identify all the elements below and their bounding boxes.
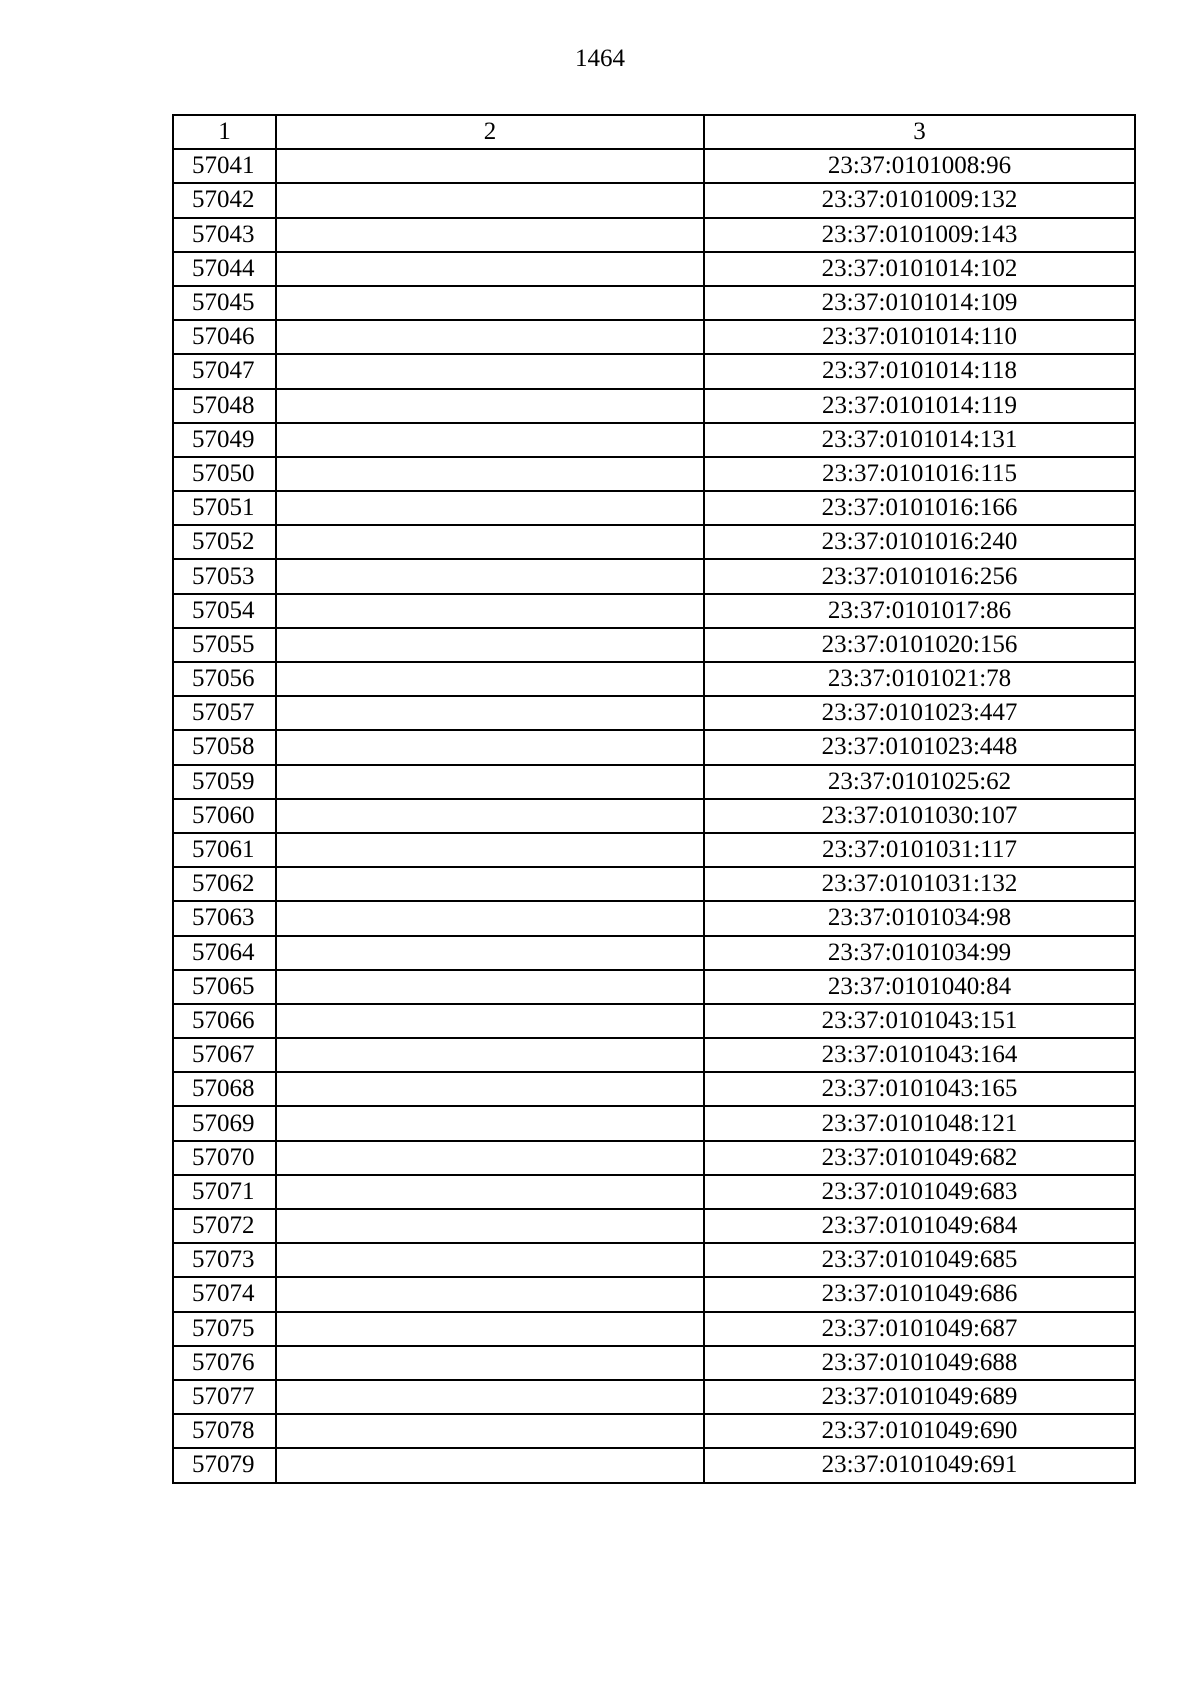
row-number-cell: 57077	[173, 1380, 276, 1414]
empty-cell	[276, 1141, 704, 1175]
row-number-cell: 57079	[173, 1448, 276, 1482]
table-row	[173, 1380, 1135, 1414]
empty-cell	[276, 218, 704, 252]
empty-cell	[276, 525, 704, 559]
cadastral-number-cell: 23:37:0101009:132	[704, 183, 1135, 217]
table-row	[173, 1312, 1135, 1346]
row-number-cell: 57060	[173, 799, 276, 833]
empty-cell	[276, 765, 704, 799]
cadastral-number-cell: 23:37:0101049:685	[704, 1243, 1135, 1277]
cadastral-number-cell: 23:37:0101043:165	[704, 1072, 1135, 1106]
empty-cell	[276, 1106, 704, 1140]
table-row	[173, 1243, 1135, 1277]
table-row	[173, 1072, 1135, 1106]
row-number-cell: 57057	[173, 696, 276, 730]
row-number-cell: 57068	[173, 1072, 276, 1106]
cadastral-number-cell: 23:37:0101048:121	[704, 1106, 1135, 1140]
row-number-cell: 57072	[173, 1209, 276, 1243]
cadastral-number-cell: 23:37:0101014:109	[704, 286, 1135, 320]
table-row	[173, 149, 1135, 183]
row-number-cell: 57076	[173, 1346, 276, 1380]
header-row	[173, 115, 1135, 149]
row-number-cell: 57059	[173, 765, 276, 799]
table-row	[173, 1346, 1135, 1380]
table-row	[173, 286, 1135, 320]
empty-cell	[276, 662, 704, 696]
cadastral-number-cell: 23:37:0101023:447	[704, 696, 1135, 730]
table-row	[173, 218, 1135, 252]
cadastral-number-cell: 23:37:0101049:691	[704, 1448, 1135, 1482]
row-number-cell: 57070	[173, 1141, 276, 1175]
table-row	[173, 183, 1135, 217]
table-row	[173, 799, 1135, 833]
row-number-cell: 57069	[173, 1106, 276, 1140]
table-row	[173, 867, 1135, 901]
cadastral-number-cell: 23:37:0101049:684	[704, 1209, 1135, 1243]
cadastral-number-cell: 23:37:0101014:102	[704, 252, 1135, 286]
cadastral-number-cell: 23:37:0101031:117	[704, 833, 1135, 867]
cadastral-number-cell: 23:37:0101008:96	[704, 149, 1135, 183]
empty-cell	[276, 1380, 704, 1414]
table-header	[173, 115, 1135, 149]
cadastral-number-cell: 23:37:0101049:682	[704, 1141, 1135, 1175]
table-row	[173, 628, 1135, 662]
empty-cell	[276, 457, 704, 491]
empty-cell	[276, 320, 704, 354]
empty-cell	[276, 423, 704, 457]
table-row	[173, 491, 1135, 525]
table-row	[173, 1106, 1135, 1140]
cadastral-number-cell: 23:37:0101040:84	[704, 970, 1135, 1004]
row-number-cell: 57063	[173, 901, 276, 935]
row-number-cell: 57061	[173, 833, 276, 867]
table-row	[173, 833, 1135, 867]
cadastral-number-cell: 23:37:0101049:689	[704, 1380, 1135, 1414]
empty-cell	[276, 286, 704, 320]
table-row	[173, 696, 1135, 730]
cadastral-number-cell: 23:37:0101031:132	[704, 867, 1135, 901]
table-row	[173, 457, 1135, 491]
row-number-cell: 57064	[173, 936, 276, 970]
empty-cell	[276, 594, 704, 628]
empty-cell	[276, 1312, 704, 1346]
row-number-cell: 57048	[173, 389, 276, 423]
row-number-cell: 57043	[173, 218, 276, 252]
table-row	[173, 320, 1135, 354]
empty-cell	[276, 970, 704, 1004]
row-number-cell: 57065	[173, 970, 276, 1004]
empty-cell	[276, 799, 704, 833]
cadastral-number-cell: 23:37:0101009:143	[704, 218, 1135, 252]
cadastral-number-cell: 23:37:0101049:688	[704, 1346, 1135, 1380]
row-number-cell: 57071	[173, 1175, 276, 1209]
row-number-cell: 57045	[173, 286, 276, 320]
empty-cell	[276, 389, 704, 423]
cadastral-number-cell: 23:37:0101016:115	[704, 457, 1135, 491]
column-header-2: 2	[276, 115, 704, 149]
empty-cell	[276, 149, 704, 183]
row-number-cell: 57056	[173, 662, 276, 696]
table-row	[173, 936, 1135, 970]
empty-cell	[276, 833, 704, 867]
row-number-cell: 57044	[173, 252, 276, 286]
row-number-cell: 57052	[173, 525, 276, 559]
cadastral-number-cell: 23:37:0101034:98	[704, 901, 1135, 935]
empty-cell	[276, 1038, 704, 1072]
row-number-cell: 57049	[173, 423, 276, 457]
table-row	[173, 901, 1135, 935]
table-row	[173, 1209, 1135, 1243]
row-number-cell: 57054	[173, 594, 276, 628]
table-row	[173, 1414, 1135, 1448]
table-body	[173, 149, 1135, 1482]
empty-cell	[276, 1277, 704, 1311]
empty-cell	[276, 628, 704, 662]
cadastral-number-cell: 23:37:0101017:86	[704, 594, 1135, 628]
cadastral-number-cell: 23:37:0101021:78	[704, 662, 1135, 696]
empty-cell	[276, 936, 704, 970]
page-number: 1464	[575, 45, 625, 72]
cadastral-number-cell: 23:37:0101020:156	[704, 628, 1135, 662]
row-number-cell: 57067	[173, 1038, 276, 1072]
empty-cell	[276, 1209, 704, 1243]
table-row	[173, 423, 1135, 457]
cadastral-number-cell: 23:37:0101016:256	[704, 559, 1135, 593]
table-row	[173, 1277, 1135, 1311]
cadastral-number-cell: 23:37:0101025:62	[704, 765, 1135, 799]
row-number-cell: 57055	[173, 628, 276, 662]
cadastral-number-cell: 23:37:0101014:131	[704, 423, 1135, 457]
row-number-cell: 57051	[173, 491, 276, 525]
row-number-cell: 57062	[173, 867, 276, 901]
table-row	[173, 389, 1135, 423]
table-row	[173, 1004, 1135, 1038]
empty-cell	[276, 1175, 704, 1209]
cadastral-number-cell: 23:37:0101049:683	[704, 1175, 1135, 1209]
table-row	[173, 1038, 1135, 1072]
row-number-cell: 57074	[173, 1277, 276, 1311]
row-number-cell: 57058	[173, 730, 276, 764]
cadastral-number-cell: 23:37:0101014:110	[704, 320, 1135, 354]
cadastral-number-cell: 23:37:0101014:118	[704, 354, 1135, 388]
table-row	[173, 594, 1135, 628]
row-number-cell: 57042	[173, 183, 276, 217]
table-row	[173, 730, 1135, 764]
cadastral-number-cell: 23:37:0101016:166	[704, 491, 1135, 525]
empty-cell	[276, 559, 704, 593]
row-number-cell: 57066	[173, 1004, 276, 1038]
row-number-cell: 57041	[173, 149, 276, 183]
cadastral-number-cell: 23:37:0101016:240	[704, 525, 1135, 559]
row-number-cell: 57050	[173, 457, 276, 491]
table-row	[173, 525, 1135, 559]
empty-cell	[276, 491, 704, 525]
empty-cell	[276, 354, 704, 388]
row-number-cell: 57053	[173, 559, 276, 593]
empty-cell	[276, 730, 704, 764]
empty-cell	[276, 1414, 704, 1448]
table-row	[173, 765, 1135, 799]
table-row	[173, 252, 1135, 286]
empty-cell	[276, 867, 704, 901]
registry-table	[172, 114, 1136, 1484]
cadastral-number-cell: 23:37:0101034:99	[704, 936, 1135, 970]
table-row	[173, 1141, 1135, 1175]
column-header-3: 3	[704, 115, 1135, 149]
empty-cell	[276, 183, 704, 217]
empty-cell	[276, 1346, 704, 1380]
row-number-cell: 57047	[173, 354, 276, 388]
empty-cell	[276, 901, 704, 935]
cadastral-number-cell: 23:37:0101043:164	[704, 1038, 1135, 1072]
cadastral-number-cell: 23:37:0101043:151	[704, 1004, 1135, 1038]
cadastral-number-cell: 23:37:0101049:690	[704, 1414, 1135, 1448]
table-row	[173, 1175, 1135, 1209]
empty-cell	[276, 1243, 704, 1277]
table-row	[173, 354, 1135, 388]
table-row	[173, 970, 1135, 1004]
row-number-cell: 57075	[173, 1312, 276, 1346]
row-number-cell: 57046	[173, 320, 276, 354]
column-header-1: 1	[173, 115, 276, 149]
empty-cell	[276, 696, 704, 730]
empty-cell	[276, 1004, 704, 1038]
table-row	[173, 1448, 1135, 1482]
cadastral-number-cell: 23:37:0101049:687	[704, 1312, 1135, 1346]
empty-cell	[276, 252, 704, 286]
cadastral-number-cell: 23:37:0101023:448	[704, 730, 1135, 764]
cadastral-number-cell: 23:37:0101014:119	[704, 389, 1135, 423]
empty-cell	[276, 1448, 704, 1482]
table-row	[173, 559, 1135, 593]
cadastral-number-cell: 23:37:0101049:686	[704, 1277, 1135, 1311]
row-number-cell: 57073	[173, 1243, 276, 1277]
cadastral-number-cell: 23:37:0101030:107	[704, 799, 1135, 833]
row-number-cell: 57078	[173, 1414, 276, 1448]
table-row	[173, 662, 1135, 696]
empty-cell	[276, 1072, 704, 1106]
